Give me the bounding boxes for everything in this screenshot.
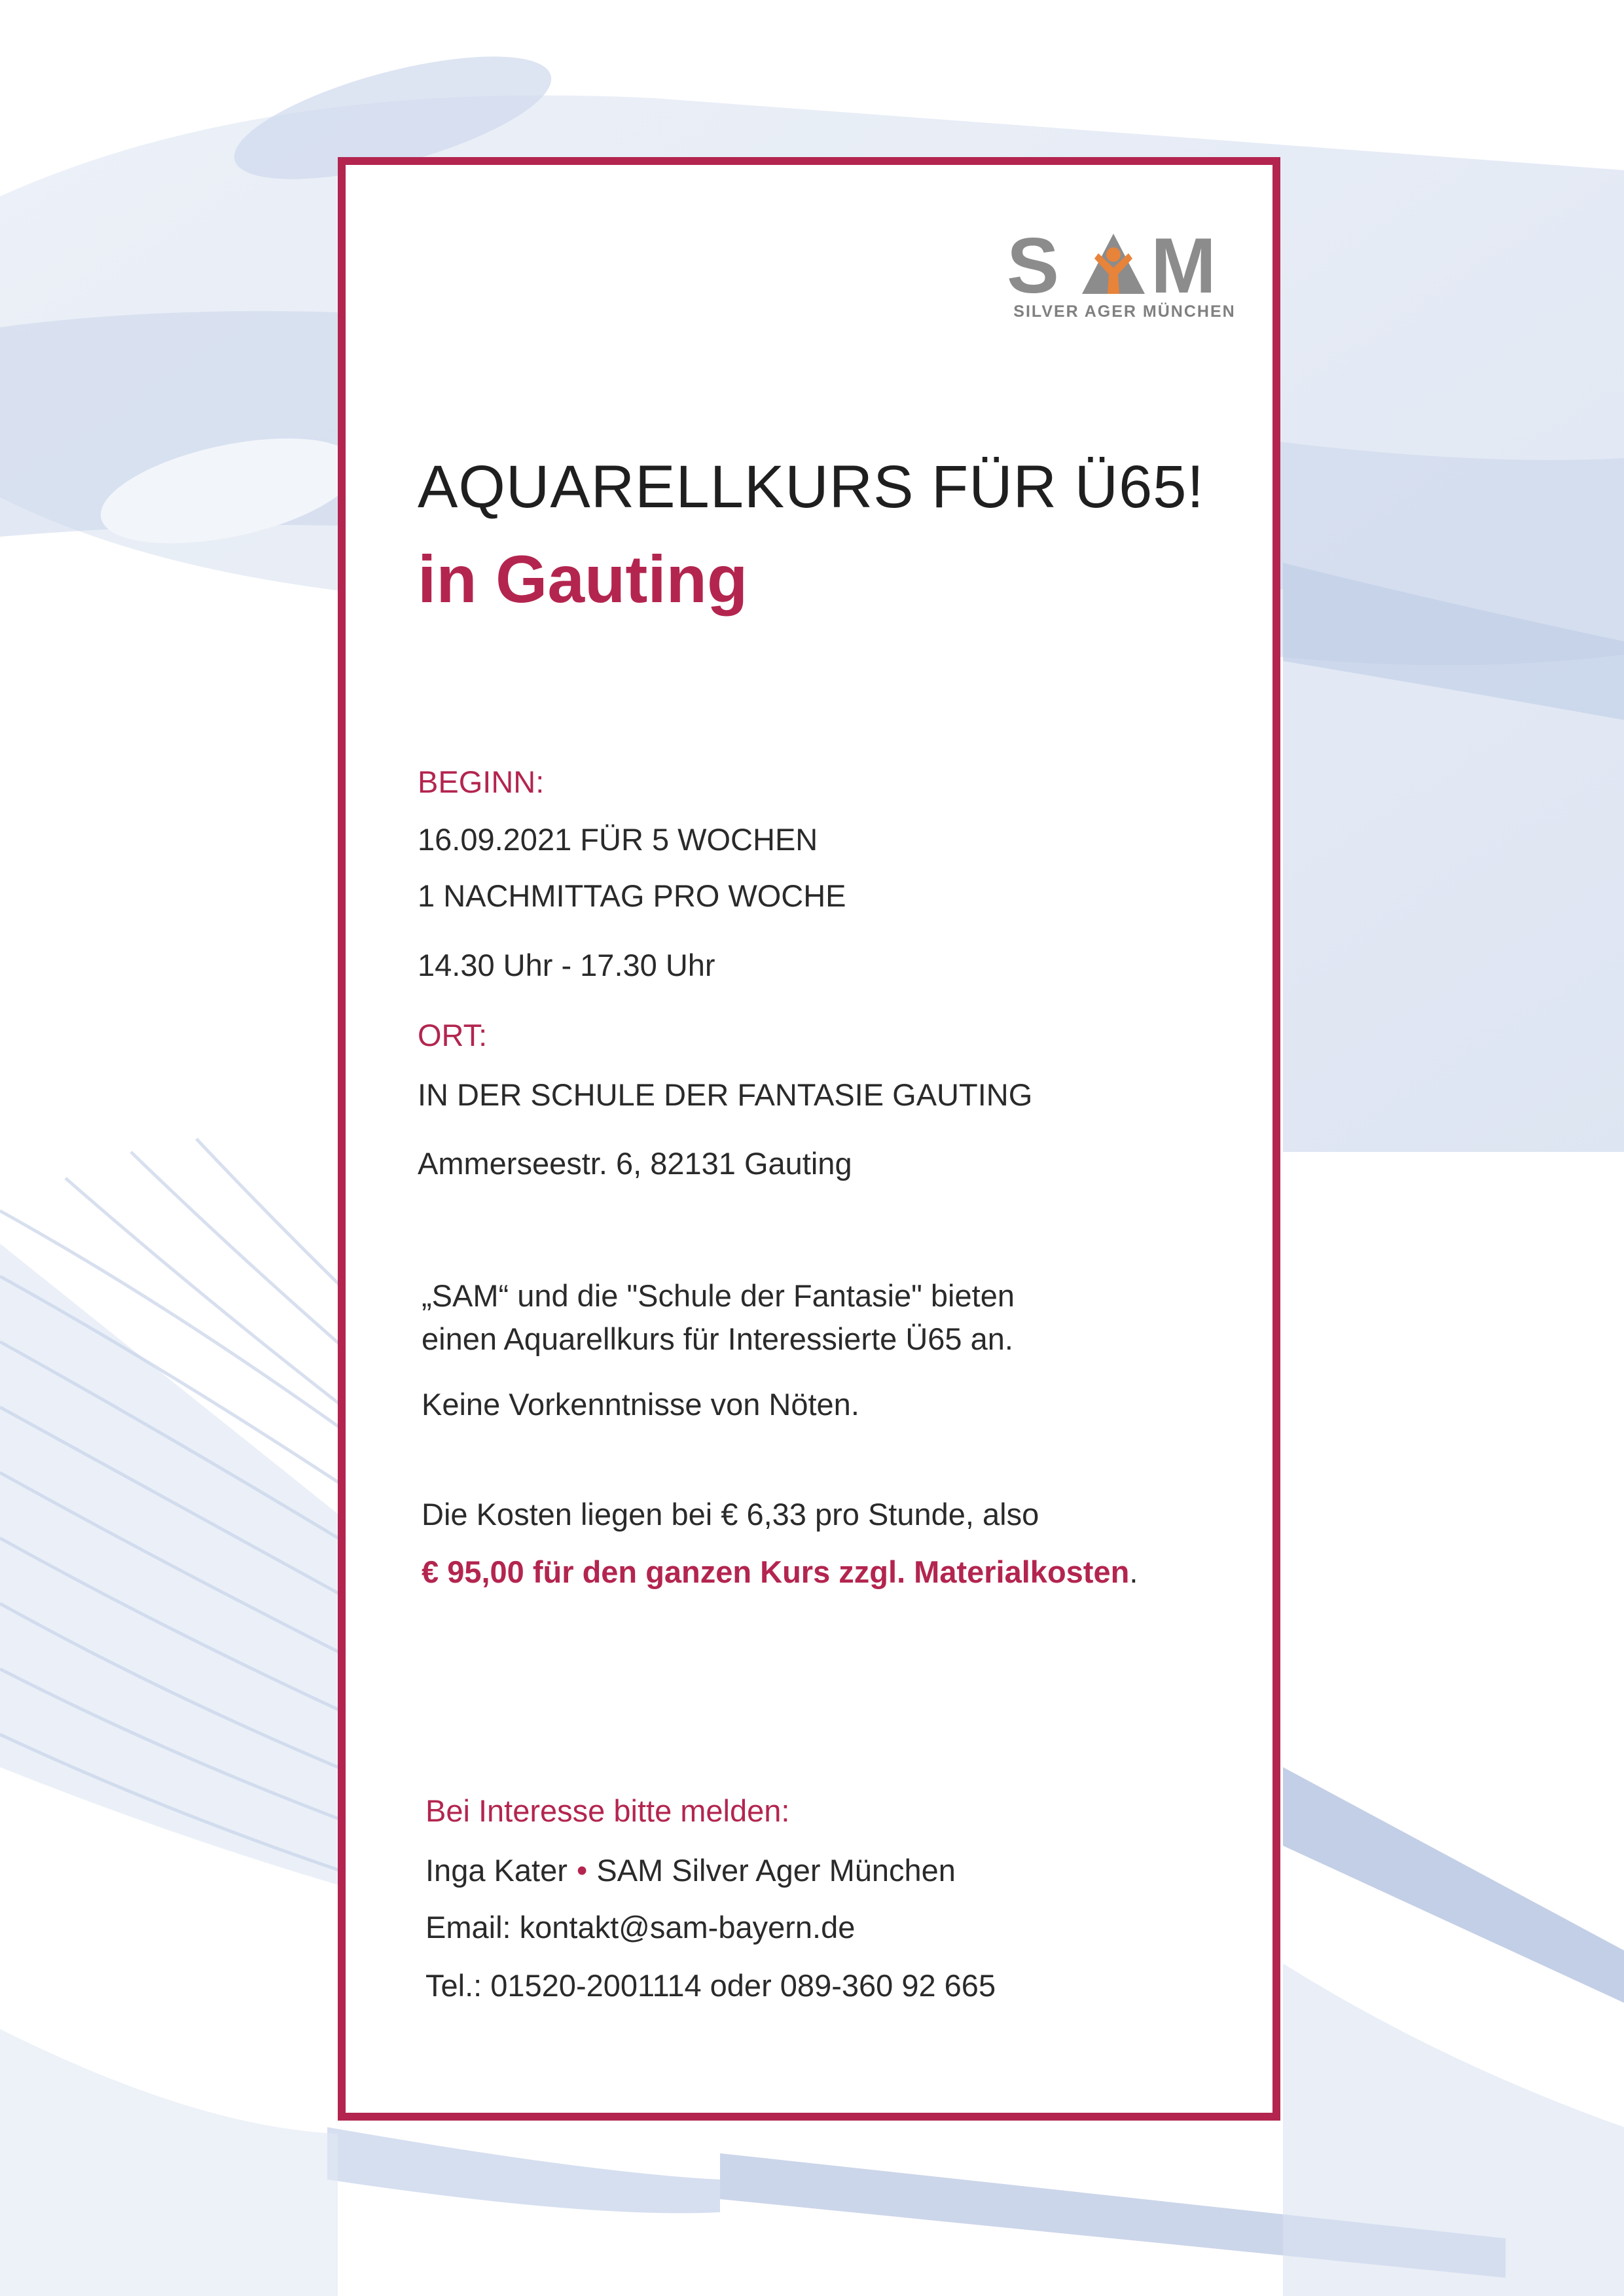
logo-subtitle: SILVER AGER MÜNCHEN xyxy=(1013,302,1236,321)
contact-phone: Tel.: 01520-2001114 oder 089-360 92 665 xyxy=(425,1968,996,2003)
info-card xyxy=(338,157,1280,2121)
beginn-time: 14.30 Uhr - 17.30 Uhr xyxy=(418,948,715,982)
beginn-frequency: 1 NACHMITTAG PRO WOCHE xyxy=(418,878,846,913)
contact-person xyxy=(425,1852,956,1888)
bullet-separator: • xyxy=(576,1853,588,1888)
sam-logo xyxy=(1007,227,1242,325)
svg-text:M: M xyxy=(1151,227,1216,306)
page-subtitle: in Gauting xyxy=(418,542,748,617)
contact-org: SAM Silver Ager München xyxy=(596,1853,956,1888)
ort-venue: IN DER SCHULE DER FANTASIE GAUTING xyxy=(418,1077,1033,1112)
beginn-label: BEGINN: xyxy=(418,764,545,799)
sam-logo-letters xyxy=(1007,227,1242,306)
svg-text:S: S xyxy=(1007,227,1060,306)
contact-name: Inga Kater xyxy=(425,1853,568,1888)
description-line-3: Keine Vorkenntnisse von Nöten. xyxy=(422,1387,859,1422)
cost-period: . xyxy=(1129,1554,1138,1589)
page-title: AQUARELLKURS FÜR Ü65! xyxy=(418,454,1204,520)
cost-total xyxy=(422,1554,1138,1590)
beginn-date: 16.09.2021 FÜR 5 WOCHEN xyxy=(418,822,818,857)
cost-highlight: € 95,00 für den ganzen Kurs zzgl. Materialkosten xyxy=(422,1554,1130,1589)
description-line-1: „SAM“ und die "Schule der Fantasie" bieten xyxy=(422,1278,1015,1313)
ort-label: ORT: xyxy=(418,1018,488,1052)
contact-email: Email: kontakt@sam-bayern.de xyxy=(425,1910,856,1945)
description-line-2: einen Aquarellkurs für Interessierte Ü65 an. xyxy=(422,1321,1013,1356)
ort-address: Ammerseestr. 6, 82131 Gauting xyxy=(418,1146,852,1181)
cost-line: Die Kosten liegen bei € 6,33 pro Stunde, also xyxy=(422,1497,1039,1532)
contact-label: Bei Interesse bitte melden: xyxy=(425,1793,790,1828)
